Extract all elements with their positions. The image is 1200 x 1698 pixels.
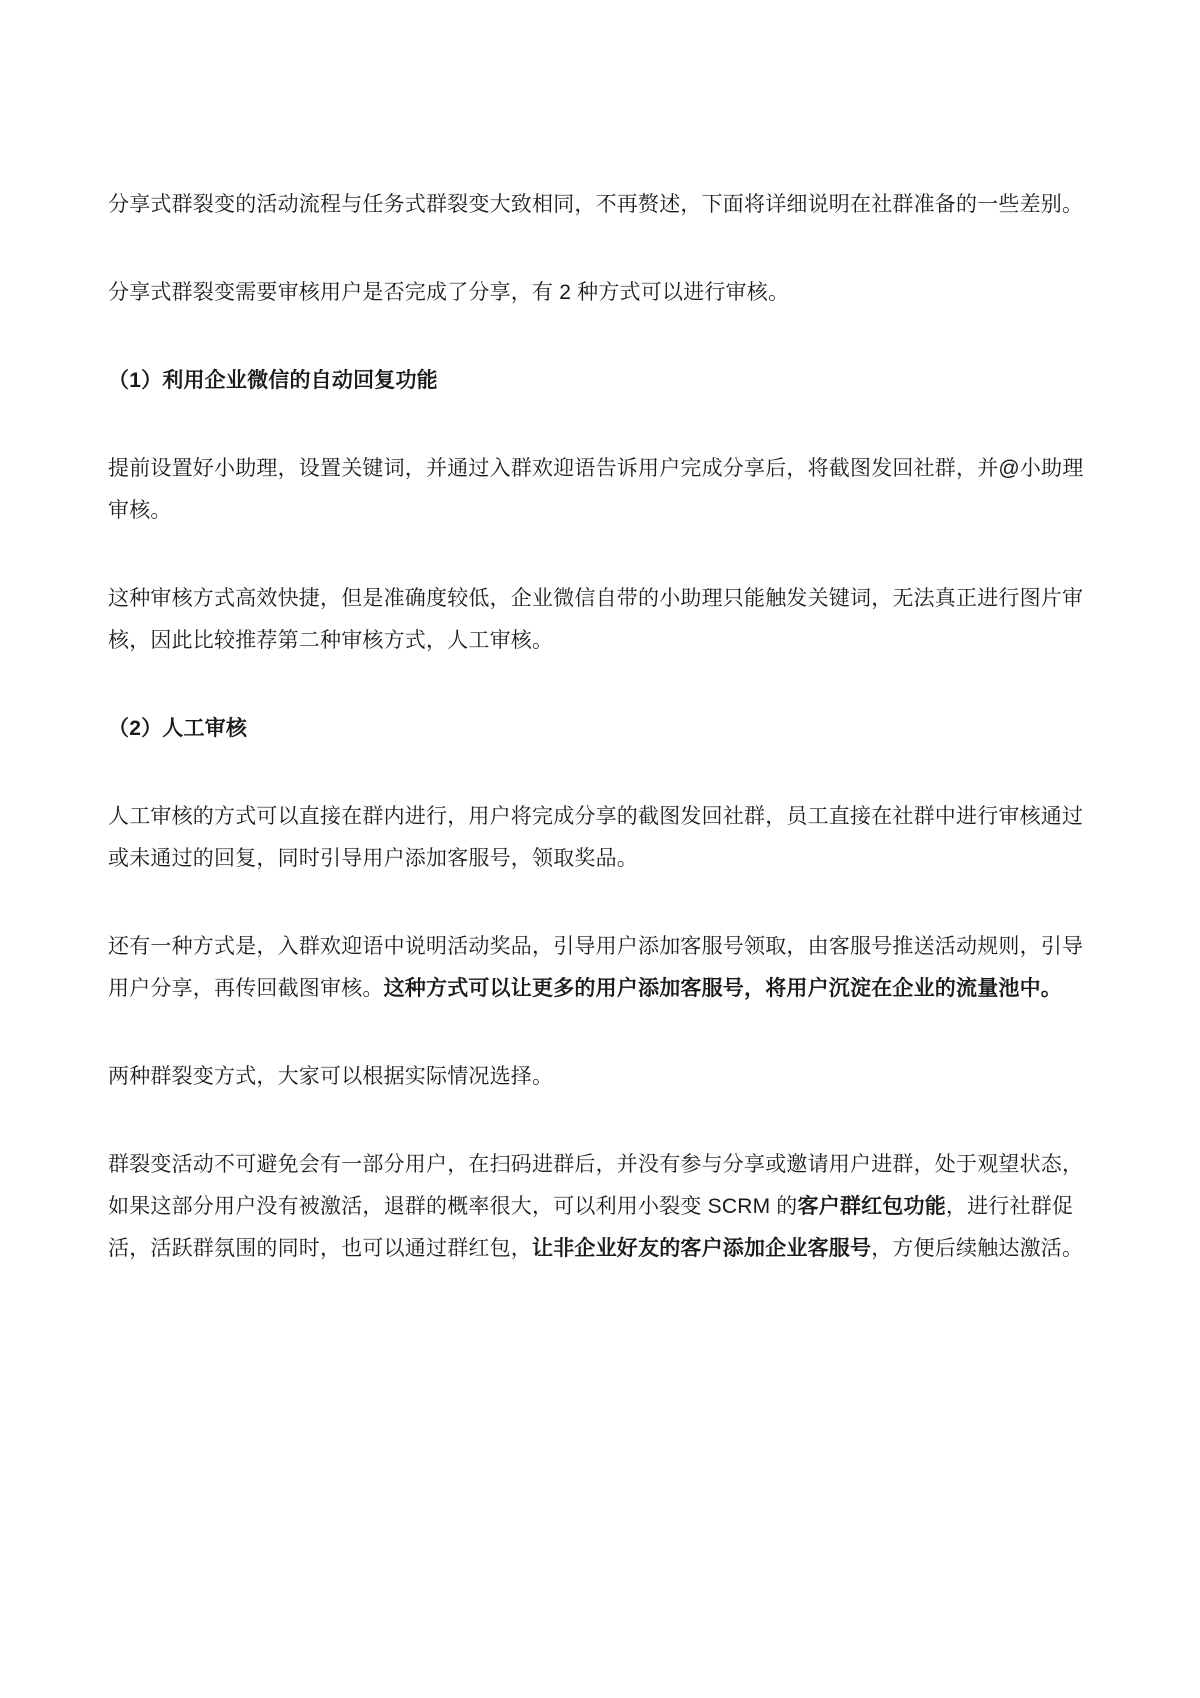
paragraph — [108, 184, 1090, 226]
paragraph — [108, 1056, 1090, 1098]
paragraph — [108, 272, 1090, 314]
paragraph-bold-text: 客户群红包功能 — [797, 1195, 946, 1218]
heading-text: （2）人工审核 — [108, 717, 248, 740]
paragraph-text: 分享式群裂变需要审核用户是否完成了分享，有 2 种方式可以进行审核。 — [108, 281, 790, 304]
paragraph-text: 这种审核方式高效快捷，但是准确度较低，企业微信自带的小助理只能触发关键词，无法真正进行图片审核，因此比较推荐第二种审核方式，人工审核。 — [108, 587, 1084, 652]
paragraph-bold-text: 让非企业好友的客户添加企业客服号 — [532, 1237, 872, 1260]
paragraph — [108, 448, 1090, 532]
paragraph-text: 提前设置好小助理，设置关键词，并通过入群欢迎语告诉用户完成分享后，将截图发回社群，并@小助理审核。 — [108, 457, 1084, 522]
paragraph-text: 两种群裂变方式，大家可以根据实际情况选择。 — [108, 1065, 554, 1088]
paragraph — [108, 1144, 1090, 1270]
paragraph — [108, 926, 1090, 1010]
heading-text: （1）利用企业微信的自动回复功能 — [108, 369, 438, 392]
paragraph-text: 人工审核的方式可以直接在群内进行，用户将完成分享的截图发回社群，员工直接在社群中进行审核通过或未通过的回复，同时引导用户添加客服号，领取奖品。 — [108, 805, 1084, 870]
section-heading-2 — [108, 708, 1090, 750]
paragraph-text: 群裂变活动不可避免会有一部分用户，在扫码进群后，并没有参与分享或邀请用户进群，处于观望状态，如果这部分用户没有被激活，退群的概率很大，可以利用小裂变 SCRM 的 — [108, 1153, 1084, 1218]
section-heading-1 — [108, 360, 1090, 402]
paragraph — [108, 578, 1090, 662]
paragraph-text: 还有一种方式是，入群欢迎语中说明活动奖品，引导用户添加客服号领取，由客服号推送活动规则，引导用户分享，再传回截图审核。 — [108, 935, 1084, 1000]
paragraph-text: 分享式群裂变的活动流程与任务式群裂变大致相同，不再赘述，下面将详细说明在社群准备的一些差别。 — [108, 193, 1084, 216]
paragraph — [108, 796, 1090, 880]
paragraph-text: ，进行社群促活，活跃群氛围的同时，也可以通过群红包， — [108, 1195, 1074, 1260]
paragraph-text: ，方便后续触达激活。 — [871, 1237, 1084, 1260]
paragraph-bold-text: 这种方式可以让更多的用户添加客服号，将用户沉淀在企业的流量池中。 — [383, 977, 1063, 1000]
